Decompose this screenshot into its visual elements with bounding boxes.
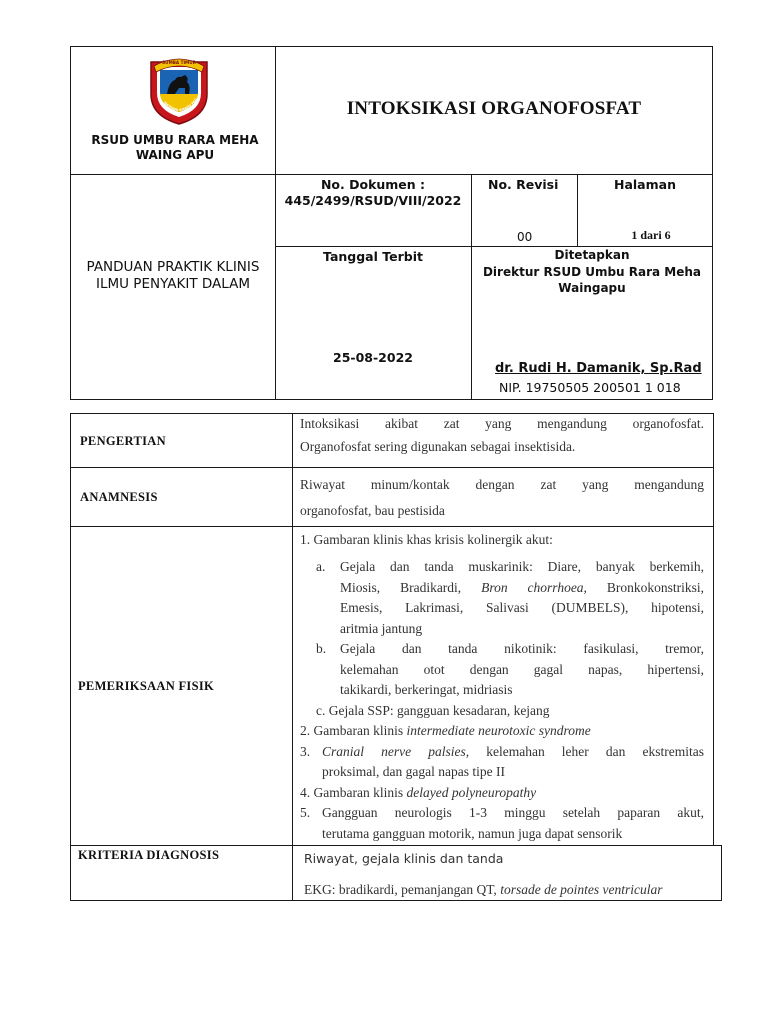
text-run: intermediate neurotoxic syndrome xyxy=(406,723,591,738)
pengertian-text xyxy=(300,412,704,458)
text-run: EKG: bradikardi, pemanjangan QT, xyxy=(304,882,501,897)
content-divider xyxy=(70,467,714,468)
hospital-name: RSUD UMBU RARA MEHA WAING APU xyxy=(91,133,259,162)
list-line: takikardi, berkeringat, midriasis xyxy=(340,682,513,697)
list-line xyxy=(322,742,704,763)
pengertian-label: PENGERTIAN xyxy=(80,434,166,448)
page-label: Halaman xyxy=(614,177,676,192)
list-item: c. Gejala SSP: gangguan kesadaran, kejang xyxy=(316,702,550,718)
list-line: kelemahan otot dengan gagal napas, hipertensi, xyxy=(340,661,704,677)
anamnesis-text xyxy=(300,472,704,524)
page-value: 1 dari 6 xyxy=(631,228,671,242)
text-run: Cranial nerve palsies, xyxy=(322,743,470,759)
list-line: proksimal, dan gagal napas tipe II xyxy=(322,764,505,779)
list-item xyxy=(300,721,704,742)
list-line: aritmia jantung xyxy=(340,620,423,636)
list-marker: b. xyxy=(316,641,327,656)
kriteria-diagnosis-label: KRITERIA DIAGNOSIS xyxy=(78,848,220,862)
document-title: INTOKSIKASI ORGANOFOSFAT xyxy=(346,98,642,119)
pengertian-line: Organofosfat sering digunakan sebagai insektisida. xyxy=(300,439,576,454)
header-divider xyxy=(70,174,713,175)
logo-motto-text: MATAWAI AMAHU PAD xyxy=(162,97,199,113)
pemeriksaan-fisik-label: PEMERIKSAAN FISIK xyxy=(78,679,215,693)
signatory-nip: NIP. 19750505 200501 1 018 xyxy=(499,380,681,395)
logo-ribbon-text: SUMBA TIMUR xyxy=(162,60,196,65)
list-item xyxy=(300,557,704,639)
list-line: Gejala dan tanda nikotinik: fasikulasi, tremor, xyxy=(340,641,704,656)
content-divider xyxy=(70,526,714,527)
doc-number-label: No. Dokumen : xyxy=(320,177,426,192)
list-item xyxy=(300,639,704,701)
revision-value: 00 xyxy=(517,230,533,244)
text-run: 4. Gambaran klinis xyxy=(300,784,407,800)
kriteria-line: Riwayat, gejala klinis dan tanda xyxy=(304,851,504,866)
list-item xyxy=(300,803,704,844)
list-line: Gejala dan tanda muskarinik: Diare, banyak berkemih, xyxy=(340,559,704,574)
list-line: Gangguan neurologis 1-3 minggu setelah paparan akut, xyxy=(322,805,704,820)
list-marker: 3. xyxy=(300,743,311,759)
doc-number-value: 445/2499/RSUD/VIII/2022 xyxy=(284,193,462,208)
text-run: Miosis, Bradikardi, xyxy=(340,579,482,595)
revision-label: No. Revisi xyxy=(488,177,559,192)
established-by: Direktur RSUD Umbu Rara Meha Waingapu xyxy=(482,265,702,295)
list-line xyxy=(340,578,704,599)
list-item: 1. Gambaran klinis khas krisis kolinergik akut: xyxy=(300,532,553,547)
pengertian-line: Intoksikasi akibat zat yang mengandung organofosfat. xyxy=(300,416,704,431)
list-marker: 5. xyxy=(300,805,311,820)
content-divider xyxy=(292,413,293,901)
text-run: torsade de pointes ventricular xyxy=(500,882,663,897)
text-run: delayed polyneuropathy xyxy=(406,784,537,800)
text-run: kelemahan leher dan ekstremitas xyxy=(469,743,704,759)
list-line: Emesis, Lakrimasi, Salivasi (DUMBELS), hipotensi, xyxy=(340,600,704,615)
issue-date-label: Tanggal Terbit xyxy=(323,249,423,264)
established-label: Ditetapkan xyxy=(554,248,630,262)
signatory-name: dr. Rudi H. Damanik, Sp.Rad xyxy=(495,361,702,376)
anamnesis-line: organofosfat, bau pestisida xyxy=(300,503,445,518)
anamnesis-line: Riwayat minum/kontak dengan zat yang mengandung xyxy=(300,477,704,492)
list-item xyxy=(300,742,704,783)
text-run: 2. Gambaran klinis xyxy=(300,723,407,738)
list-line: terutama gangguan motorik, namun juga dapat sensorik xyxy=(322,825,623,841)
pemeriksaan-fisik-list xyxy=(300,530,704,844)
guide-title: PANDUAN PRAKTIK KLINIS ILMU PENYAKIT DALAM xyxy=(86,259,260,292)
list-marker: a. xyxy=(316,559,326,574)
list-item xyxy=(300,783,704,804)
text-run: Bron chorrhoea, xyxy=(481,579,587,595)
issue-date-value: 25-08-2022 xyxy=(333,350,413,365)
text-run: Bronkokonstriksi, xyxy=(586,579,705,595)
kriteria-line xyxy=(304,882,663,898)
anamnesis-label: ANAMNESIS xyxy=(80,490,158,504)
header-divider xyxy=(275,246,713,247)
hospital-logo xyxy=(145,50,213,126)
